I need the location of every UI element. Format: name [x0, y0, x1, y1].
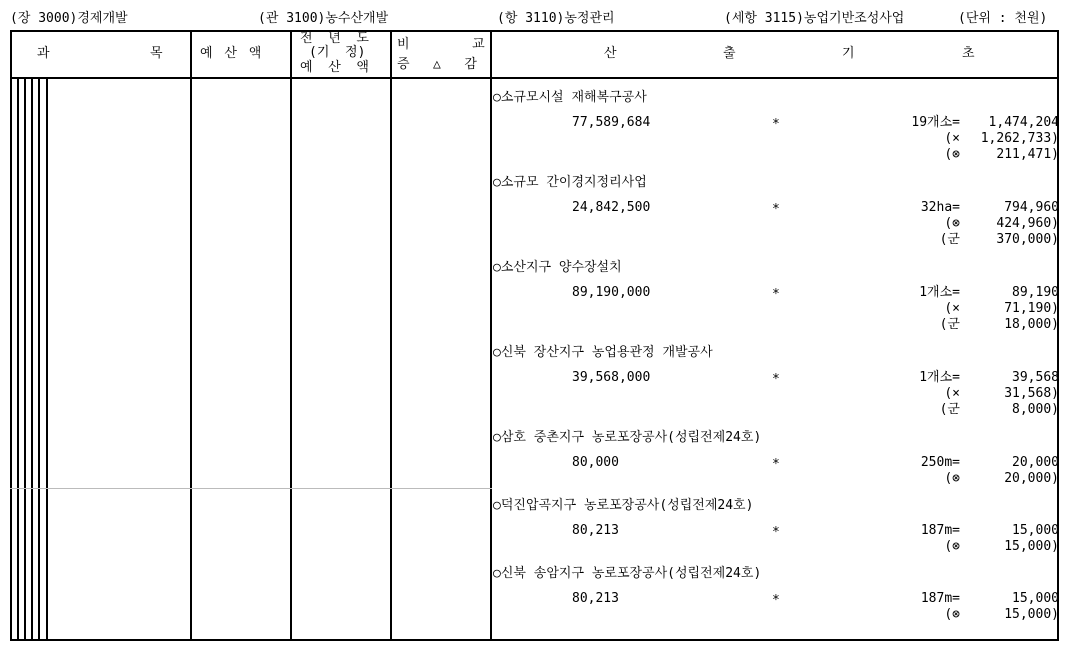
item-quantity: 187m=	[920, 523, 960, 538]
item-title: ○삼호 중촌지구 농로포장공사(성립전제24호)	[493, 430, 762, 445]
item-quantity: (군	[939, 402, 960, 417]
header-prev-1: 전 년 도	[300, 31, 369, 46]
header-subject-1: 과	[37, 46, 50, 61]
item-amount: 80,213	[572, 523, 619, 538]
item-amount: 89,190,000	[572, 285, 651, 300]
item-value: 20,000	[1012, 455, 1059, 470]
page-break-mark	[10, 488, 492, 489]
item-amount: 80,213	[572, 591, 619, 606]
item-value: 8,000)	[1012, 402, 1059, 417]
item-value: 20,000)	[1004, 471, 1059, 486]
header-compare-2: 증 △ 감	[397, 57, 477, 72]
item-value: 15,000	[1012, 591, 1059, 606]
hierarchy-line	[31, 79, 33, 641]
table-left-border	[10, 30, 12, 641]
item-value: 39,568	[1012, 370, 1059, 385]
item-value: 794,960	[1004, 200, 1059, 215]
header-basis-1: 산	[604, 46, 617, 61]
item-value: 370,000)	[996, 232, 1059, 247]
item-quantity: 1개소=	[919, 370, 960, 385]
item-value: 89,190	[1012, 285, 1059, 300]
header-basis-3: 기	[842, 46, 855, 61]
item-star: *	[772, 287, 780, 302]
item-star: *	[772, 372, 780, 387]
item-quantity: (×	[944, 386, 960, 401]
item-quantity: (군	[939, 232, 960, 247]
item-title: ○덕진압곡지구 농로포장공사(성립전제24호)	[493, 498, 754, 513]
item-title: ○소규모 간이경지정리사업	[493, 175, 647, 190]
hierarchy-line	[17, 79, 19, 641]
header-basis-2: 출	[723, 46, 736, 61]
item-star: *	[772, 117, 780, 132]
table-top-border	[10, 30, 1059, 32]
item-value: 31,568)	[1004, 386, 1059, 401]
item-title: ○소산지구 양수장설치	[493, 260, 622, 275]
item-title: ○신북 장산지구 농업용관정 개발공사	[493, 345, 713, 360]
item-value: 211,471)	[996, 147, 1059, 162]
header-prev-2: (기 정)	[309, 45, 366, 60]
header-compare-1: 비 교	[397, 37, 485, 52]
item-quantity: (×	[944, 301, 960, 316]
hierarchy-line	[46, 79, 48, 641]
item-star: *	[772, 457, 780, 472]
item-amount: 24,842,500	[572, 200, 651, 215]
item-quantity: (⊗	[944, 216, 960, 231]
gwan-label: (관 3100)농수산개발	[258, 11, 389, 26]
item-star: *	[772, 202, 780, 217]
item-amount: 80,000	[572, 455, 619, 470]
item-title: ○소규모시설 재해복구공사	[493, 90, 647, 105]
item-quantity: 187m=	[920, 591, 960, 606]
header-basis-4: 초	[962, 46, 975, 61]
col-divider-prev	[290, 30, 292, 641]
item-quantity: 19개소=	[911, 115, 960, 130]
header-subject-2: 목	[150, 46, 163, 61]
header-prev-3: 예 산 액	[300, 60, 369, 75]
item-value: 1,474,204	[988, 115, 1059, 130]
col-divider-basis	[490, 30, 492, 641]
col-divider-compare	[390, 30, 392, 641]
item-value: 15,000	[1012, 523, 1059, 538]
item-amount: 39,568,000	[572, 370, 651, 385]
hierarchy-line	[24, 79, 26, 641]
item-quantity: (×	[944, 131, 960, 146]
item-quantity: (⊗	[944, 471, 960, 486]
jang-label: (장 3000)경제개발	[10, 11, 128, 26]
item-value: 71,190)	[1004, 301, 1059, 316]
item-quantity: 250m=	[920, 455, 960, 470]
col-divider-budget	[190, 30, 192, 641]
item-value: 424,960)	[996, 216, 1059, 231]
sehang-label: (세항 3115)농업기반조성사업	[724, 11, 905, 26]
table-bottom-border	[10, 639, 1059, 641]
item-value: 1,262,733)	[980, 131, 1059, 146]
item-star: *	[772, 593, 780, 608]
header-budget: 예 산 액	[200, 46, 264, 61]
item-title: ○신북 송암지구 농로포장공사(성립전제24호)	[493, 566, 762, 581]
item-star: *	[772, 525, 780, 540]
item-value: 15,000)	[1004, 539, 1059, 554]
item-value: 18,000)	[1004, 317, 1059, 332]
item-quantity: 1개소=	[919, 285, 960, 300]
hierarchy-line	[38, 79, 40, 641]
item-quantity: (군	[939, 317, 960, 332]
hang-label: (항 3110)농정관리	[497, 11, 615, 26]
item-quantity: 32ha=	[920, 200, 960, 215]
item-quantity: (⊗	[944, 539, 960, 554]
item-quantity: (⊗	[944, 607, 960, 622]
item-value: 15,000)	[1004, 607, 1059, 622]
item-amount: 77,589,684	[572, 115, 651, 130]
header-bottom-border	[10, 77, 1059, 79]
item-quantity: (⊗	[944, 147, 960, 162]
unit-label: (단위 : 천원)	[958, 11, 1048, 26]
